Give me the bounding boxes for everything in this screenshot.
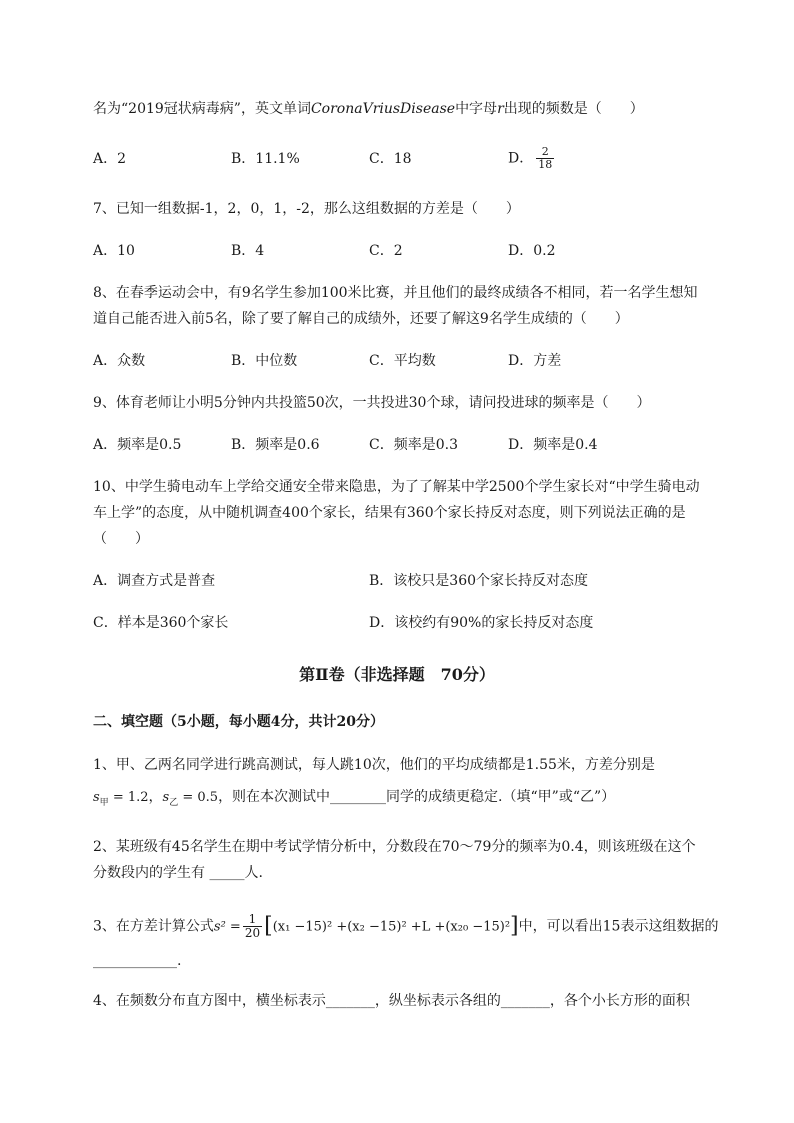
fill3-formula-body: (x₁ −15)² +(x₂ −15)² +L +(x₂₀ −15)² — [272, 919, 511, 935]
q6-option-b: B．11.1% — [231, 151, 300, 167]
fill2-stem-line2: 分数段内的学生有 _____人. — [93, 865, 263, 881]
q6-letter: r — [497, 101, 504, 117]
section-heading: 二、填空题（5小题，每小题4分，共计20分） — [93, 714, 384, 730]
q9-stem: 9、体育老师让小明5分钟内共投篮50次，一共投进30个球，请问投进球的频率是（ ） — [93, 395, 651, 411]
q6-option-a: A．2 — [93, 151, 127, 167]
q6-option-d: D． $\frac{2}{18}$ — [508, 145, 553, 171]
q8-option-b: B．中位数 — [231, 353, 298, 369]
fill3-formula-fraction: $\frac{1}{20}$ — [244, 912, 261, 940]
q10-option-b: B．该校只是360个家长持反对态度 — [369, 573, 589, 589]
q9-option-d: D．频率是0.4 — [508, 437, 598, 453]
fill2-stem-line1: 2、某班级有45名学生在期中考试学情分析中，分数段在70～79分的频率为0.4，则该班级在这个 — [93, 839, 696, 855]
q10-option-d: D．该校约有90%的家长持反对态度 — [369, 615, 594, 631]
fill1-stem-line1: 1、甲、乙两名同学进行跳高测试，每人跳10次，他们的平均成绩都是1.55米，方差分别是 — [93, 757, 655, 773]
q8-option-d: D．方差 — [508, 353, 562, 369]
q6-word: CoronaVriusDisease — [310, 101, 456, 117]
q6-option-d-fraction: $\frac{2}{18}$ — [538, 145, 553, 171]
fill3-stem-line2: ____________. — [93, 953, 182, 969]
q10-option-c: C．样本是360个家长 — [93, 615, 229, 631]
q10-option-a: A．调查方式是普查 — [93, 573, 216, 589]
section-title: 第Ⅱ卷（非选择题 70分） — [299, 665, 495, 684]
q6-option-c: C．18 — [369, 151, 412, 167]
q10-stem-line3: （ ） — [93, 531, 149, 547]
q9-option-c: C．频率是0.3 — [369, 437, 458, 453]
q7-option-c: C．2 — [369, 243, 403, 259]
q8-option-a: A．众数 — [93, 353, 146, 369]
q8-stem-line1: 8、在春季运动会中，有9名学生参加100米比赛，并且他们的最终成绩各不相同，若一名学生想知 — [93, 285, 698, 301]
q8-stem-line2: 道自己能否进入前5名，除了要了解自己的成绩外，还要了解这9名学生成绩的（ ） — [93, 311, 629, 327]
q6-stem: 名为“2019冠状病毒病”，英文单词CoronaVriusDisease中字母r出现的频数是（ ） — [93, 101, 644, 117]
q7-option-b: B．4 — [231, 243, 265, 259]
q8-option-c: C．平均数 — [369, 353, 436, 369]
fill3-stem-line1: 3、在方差计算公式s² = $\frac{1}{20}$ [(x₁ −15)² +(x₂ −15)² +L +(x₂₀ −15)²]中，可以看出15表示这组数据的 — [93, 912, 719, 940]
q7-option-a: A．10 — [93, 243, 135, 259]
q10-stem-line2: 车上学”的态度，从中随机调查400个家长，结果有360个家长持反对态度，则下列说法正确的是 — [93, 505, 686, 521]
fill1-yi-subscript: 乙 — [169, 797, 179, 808]
q7-stem: 7、已知一组数据-1，2，0，1，-2，那么这组数据的方差是（ ） — [93, 201, 520, 217]
fill1-jia-subscript: 甲 — [99, 797, 109, 808]
q9-option-a: A．频率是0.5 — [93, 437, 182, 453]
q9-option-b: B．频率是0.6 — [231, 437, 320, 453]
fill3-formula-lhs: s² = — [213, 919, 241, 935]
q7-option-d: D．0.2 — [508, 243, 556, 259]
q10-stem-line1: 10、中学生骑电动车上学给交通安全带来隐患，为了了解某中学2500个学生家长对“中学生骑电动 — [93, 479, 700, 495]
fill1-stem-line2: $s_甲 = 1.2$，$s_乙 = 0.5$，则在本次测试中________同学的成绩更稳定.（填“甲”或“乙”） — [93, 789, 616, 808]
fill4-stem-line1: 4、在频数分布直方图中，横坐标表示_______，纵坐标表示各组的_______，各个小长方形的面积 — [93, 993, 690, 1009]
